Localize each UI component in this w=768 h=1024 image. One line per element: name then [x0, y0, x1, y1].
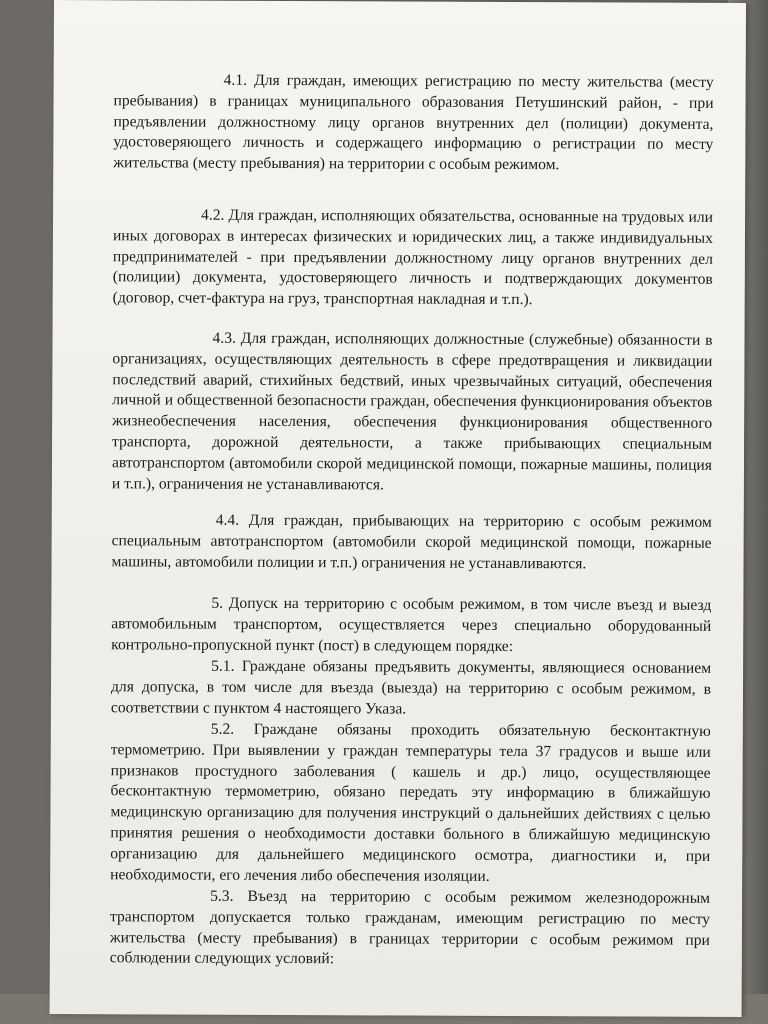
- document-page: [50, 0, 746, 1017]
- paragraph-4-3: [112, 328, 713, 497]
- paragraph-text: 4.1. Для граждан, имеющих регистрацию по месту жительства (месту пребывания) в границах муниципального образования Петушинский район, - при предъявлении должностному лицу органов внутренних дел (полиции) документа, удостоверяющего личность и содержащего информацию о регистрации по месту жительства (месту пребывания) на территории с особым режимом.: [113, 71, 714, 174]
- paragraph-5-1: [111, 656, 711, 721]
- paragraph-5-2: [110, 719, 711, 888]
- document-body: [109, 0, 714, 968]
- paragraph-4-4: [112, 510, 712, 575]
- paragraph-text: 5.2. Граждане обязаны проходить обязательную бесконтактную термометрию. При выявлении у граждан температуры тела 37 градусов и выше или признаков простудного заболевания ( кашель и др.) лицо, осуществляющее бесконтактную термометрию, обязано передать эту информацию в ближайшую медицинскую организацию для получения инструкций о дальнейших действиях с целью принятия решения о необходимости доставки больного в ближайшую медицинскую организацию для дальнейшего медицинского осмотра, диагностики и, при необходимости, его лечения либо обеспечения изоляции.: [110, 720, 711, 885]
- paragraph-text: 5.3. Въезд на территорию с особым режимом железнодорожным транспортом допускается только гражданам, имеющим регистрацию по месту жительства (месту пребывания) в границах территории с особым режимом при соблюдении следующих условий:: [109, 887, 711, 968]
- paragraph-4-2: [113, 205, 713, 312]
- paragraph-5: [111, 593, 711, 658]
- paragraph-4-1: [113, 70, 713, 177]
- paragraph-5-3: [110, 886, 710, 972]
- paragraph-text: 5.1. Граждане обязаны предъявить документы, являющиеся основанием для допуска, в том числе для въезда (выезда) на территорию с особым режимом, в соответствии с пунктом 4 настоящего Указа.: [110, 657, 712, 718]
- paragraph-text: 4.4. Для граждан, прибывающих на территорию с особым режимом специальным автотранспортом (автомобили скорой медицинской помощи, пожарные машины, автомобили полиции и т.п.) ограничения не устанавливаются.: [111, 511, 712, 572]
- paragraph-text: 5. Допуск на территорию с особым режимом, в том числе въезд и выезд автомобильным транспортом, осуществляется через специально оборудованный контрольно-пропускной пункт (пост) в следующем порядке:: [111, 594, 712, 655]
- paragraph-text: 4.3. Для граждан, исполняющих должностные (служебные) обязанности в организациях, осуществляющих деятельность в сфере предотвращения и ликвидации последствий аварий, стихийных бедствий, иных чрезвычайных ситуаций, обеспечения личной и общественной безопасности граждан, обеспечения функционирования объектов жизнеобеспечения населения, обеспечения функционирования общественного транспорта, дорожной деятельности, а также прибывающих специальным автотранспортом (автомобили скорой медицинской помощи, пожарные машины, полиция и т.п.), ограничения не устанавливаются.: [111, 329, 713, 494]
- paragraph-text: 4.2. Для граждан, исполняющих обязательства, основанные на трудовых или иных договорах в интересах физических и юридических лиц, а также индивидуальных предпринимателей - при предъявлении должностному лицу органов внутренних дел (полиции) документа, удостоверяющего личность и подтверждающих документов (договор, счет-фактура на груз, транспортная накладная и т.п.).: [112, 206, 714, 309]
